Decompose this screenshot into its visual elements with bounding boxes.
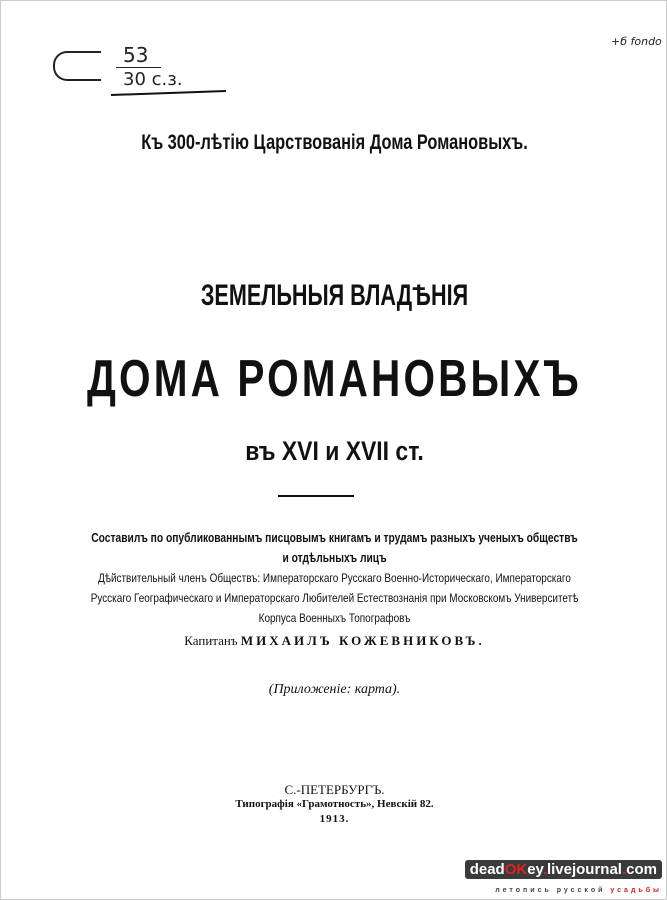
imprint-press: Типографія «Грамотность», Невскій 82. [235, 798, 434, 810]
watermark-logo: deadOKey.livejournal.com [465, 860, 662, 879]
compiled-line-2: и отдѣльныхъ лицъ [282, 551, 387, 565]
membership-line-3: Корпуса Военныхъ Топографовъ [258, 611, 411, 625]
watermark-tagline: летопись русской усадьбы [495, 887, 662, 894]
compiled-line-1: Составилъ по опубликованнымъ писцовымъ книгамъ и трудамъ разныхъ ученыхъ обществъ [91, 531, 578, 545]
divider [278, 495, 354, 497]
title-line-3: въ XVI и XVII ст. [245, 436, 424, 466]
imprint-city: С.-ПЕТЕРБУРГЪ. [284, 782, 385, 797]
title-line-2: ДОМА РОМАНОВЫХЪ [87, 350, 582, 408]
corner-note: +б fondo [611, 35, 662, 48]
title-line-1: ЗЕМЕЛЬНЫЯ ВЛАДѢНІЯ [200, 279, 469, 312]
shelfmark-bracket [53, 51, 101, 81]
dedication: Къ 300-лѣтію Царствованія Дома Романовыхъ. [141, 131, 528, 154]
shelfmark-fraction-line [116, 67, 161, 68]
membership-line-2: Русскаго Географическаго и Императорскаго Любителей Естествознанія при Московскомъ Университетѣ [90, 591, 579, 605]
shelfmark-top: 53 [123, 43, 149, 67]
imprint-year: 1913. [319, 813, 350, 825]
author-rank: Капитанъ [184, 633, 238, 648]
shelfmark-bottom: 30 с.з. [123, 69, 183, 90]
author [1, 633, 667, 649]
appendix-note: (Приложенiе: карта). [268, 682, 401, 697]
shelfmark-underline [111, 90, 226, 96]
author-name: МИХАИЛЪ КОЖЕВНИКОВЪ. [240, 633, 485, 648]
membership-line-1: Дѣйствительный членъ Обществъ: Императорскаго Русскаго Военно-Историческаго, Императорскаго [98, 571, 571, 585]
